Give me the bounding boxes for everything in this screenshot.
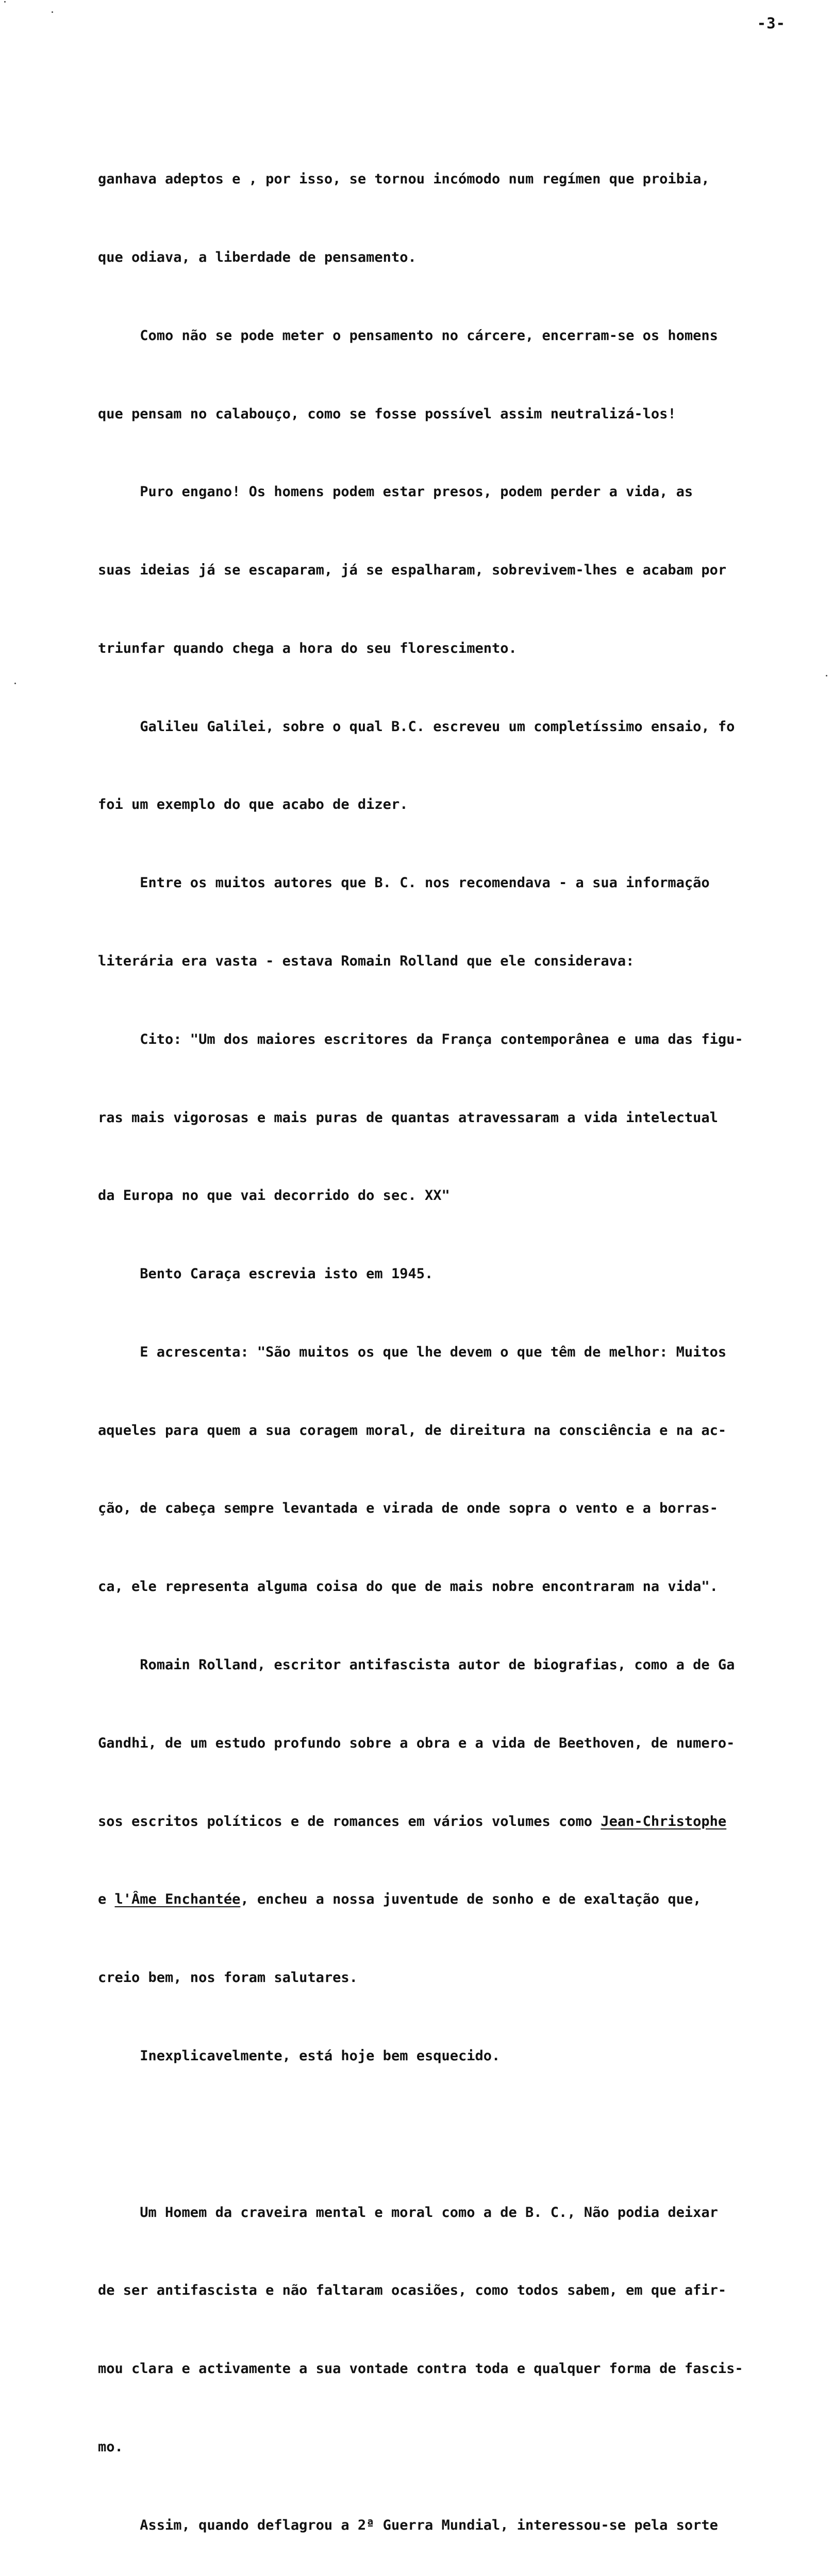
book-title-jean-christophe: Jean-Christophe: [601, 1813, 727, 1829]
text-line: [98, 1809, 820, 1835]
text-line: triunfar quando chega a hora do seu florescimento.: [98, 640, 517, 656]
text-line: Puro engano! Os homens podem estar presos, podem perder a vida, as: [98, 484, 693, 500]
text-line: Gandhi, de um estudo profundo sobre a obra e a vida de Beethoven, de numero-: [98, 1735, 735, 1751]
text-line: que odiava, a liberdade de pensamento.: [98, 249, 416, 265]
text-line: ganhava adeptos e , por isso, se tornou incómodo num regímen que proibia,: [98, 171, 710, 188]
text-line: [98, 1887, 820, 1913]
text-fragment: sos escritos políticos e de romances em vários volumes como: [98, 1813, 601, 1829]
text-line: ção, de cabeça sempre levantada e virada de onde sopra o vento e a borras-: [98, 1500, 718, 1517]
text-line: Cito: "Um dos maiores escritores da França contemporânea e uma das figu-: [98, 1031, 743, 1047]
text-line: Um Homem da craveira mental e moral como a de B. C., Não podia deixar: [98, 2204, 718, 2221]
text-line: de ser antifascista e não faltaram ocasiões, como todos sabem, em que afir-: [98, 2282, 727, 2299]
scan-speck: [826, 675, 827, 676]
text-line: ras mais vigorosas e mais puras de quantas atravessaram a vida intelectual: [98, 1109, 718, 1126]
text-line: foi um exemplo do que acabo de dizer.: [98, 796, 408, 813]
text-line: mou clara e activamente a sua vontade contra toda e qualquer forma de fascis-: [98, 2361, 743, 2377]
text-line: ca, ele representa alguma coisa do que de mais nobre encontraram na vida".: [98, 1579, 718, 1595]
text-line: Inexplicavelmente, está hoje bem esquecido.: [98, 2047, 501, 2064]
page-number: -3-: [757, 14, 786, 32]
text-line: Entre os muitos autores que B. C. nos recomendava - a sua informação: [98, 875, 710, 891]
text-line: creio bem, nos foram salutares.: [98, 1970, 358, 1986]
text-line: Romain Rolland, escritor antifascista autor de biografias, como a de Ga: [98, 1657, 735, 1673]
text-line: E acrescenta: "São muitos os que lhe devem o que têm de melhor: Muitos: [98, 1344, 727, 1360]
text-line: suas ideias já se escaparam, já se espalharam, sobrevivem-lhes e acabam por: [98, 562, 727, 579]
text-line: da Europa no que vai decorrido do sec. XX": [98, 1188, 450, 1204]
text-line: Assim, quando deflagrou a 2ª Guerra Mundial, interessou-se pela sorte: [98, 2517, 718, 2533]
text-line: Galileu Galilei, sobre o qual B.C. escreveu um completíssimo ensaio, fo: [98, 718, 735, 735]
scan-speck: [4, 1, 6, 3]
text-line: Bento Caraça escrevia isto em 1945.: [98, 1266, 434, 1282]
paragraph-gap: [98, 2122, 820, 2148]
scan-speck: [52, 11, 53, 13]
text-line: que pensam no calabouço, como se fosse possível assim neutralizá-los!: [98, 405, 676, 422]
book-title-ame-enchantee: l'Âme Enchantée: [114, 1891, 241, 1908]
text-line: mo.: [98, 2438, 123, 2455]
body-text: [98, 114, 820, 2576]
text-fragment: , encheu a nossa juventude de sonho e de exaltação que,: [240, 1891, 702, 1908]
text-line: literária era vasta - estava Romain Rolland que ele considerava:: [98, 953, 635, 969]
text-line: Como não se pode meter o pensamento no cárcere, encerram-se os homens: [98, 327, 718, 344]
text-fragment: e: [98, 1891, 115, 1908]
text-line: aqueles para quem a sua coragem moral, de direitura na consciência e na ac-: [98, 1422, 727, 1438]
scan-speck: [14, 683, 16, 684]
